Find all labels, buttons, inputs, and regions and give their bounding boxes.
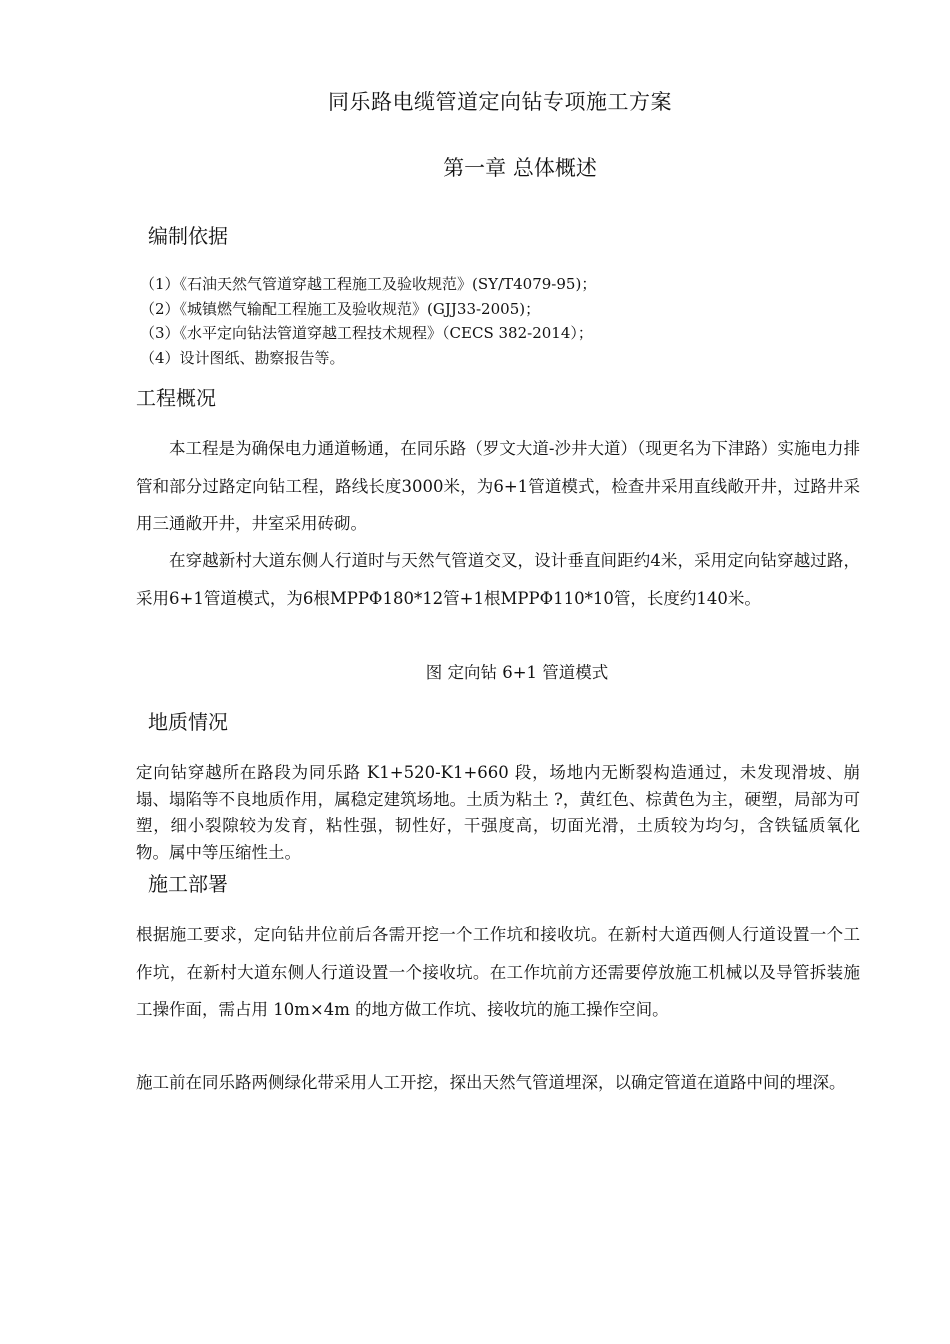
deployment-paragraph-1: 根据施工要求，定向钻井位前后各需开挖一个工作坑和接收坑。在新村大道西侧人行道设置一个工作坑，在新村大道东侧人行道设置一个接收坑。在工作坑前方还需要停放施工机械以及导管拆装施工操作面，需占用 10m×4m 的地方做工作坑、接收坑的施工操作空间。 [136,925,860,1019]
chapter-title: 第一章 总体概述 [443,156,597,180]
list-item: （2）《城镇燃气输配工程施工及验收规范》(GJJ33-2005)； [140,299,541,318]
figure-caption: 图 定向钻 6+1 管道模式 [425,663,609,682]
list-item: （1）《石油天然气管道穿越工程施工及验收规范》(SY/T4079-95)； [140,275,597,293]
deployment-paragraph-2: 施工前在同乐路两侧绿化带采用人工开挖，探出天然气管道埋深，以确定管道在道路中间的埋深。 [136,1073,846,1092]
list-item: （3）《水平定向钻法管道穿越工程技术规程》（CECS 382-2014）； [140,324,593,342]
overview-paragraph-1: 本工程是为确保电力通道畅通，在同乐路（罗文大道-沙井大道）（现更名为下津路）实施电力排管和部分过路定向钻工程，路线长度3000米，为6+1管道模式，检查井采用直线敞开井，过路井采用三通敞开井，井室采用砖砌。 [136,439,860,533]
basis-list [140,272,596,370]
overview-paragraph-2: 在穿越新村大道东侧人行道时与天然气管道交叉，设计垂直间距约4米，采用定向钻穿越过路，采用6+1管道模式，为6根MPPΦ180*12管+1根MPPΦ110*10管，长度约140米。 [136,551,860,608]
heading-geology: 地质情况 [148,710,228,734]
document-title: 同乐路电缆管道定向钻专项施工方案 [328,90,672,114]
heading-deployment: 施工部署 [148,872,228,896]
list-item: （4）设计图纸、勘察报告等。 [140,348,345,367]
geology-paragraph: 定向钻穿越所在路段为同乐路 K1+520-K1+660 段，场地内无断裂构造通过，未发现滑坡、崩塌、塌陷等不良地质作用，属稳定建筑场地。土质为粘土 ?，黄红色、棕黄色为主，硬塑，局部为可塑，细小裂隙较为发育，粘性强，韧性好，干强度高，切面光滑，土质较为均匀，含铁锰质氧化物。属中等压缩性土。 [136,763,860,862]
heading-overview: 工程概况 [136,386,216,410]
heading-basis: 编制依据 [148,224,228,248]
